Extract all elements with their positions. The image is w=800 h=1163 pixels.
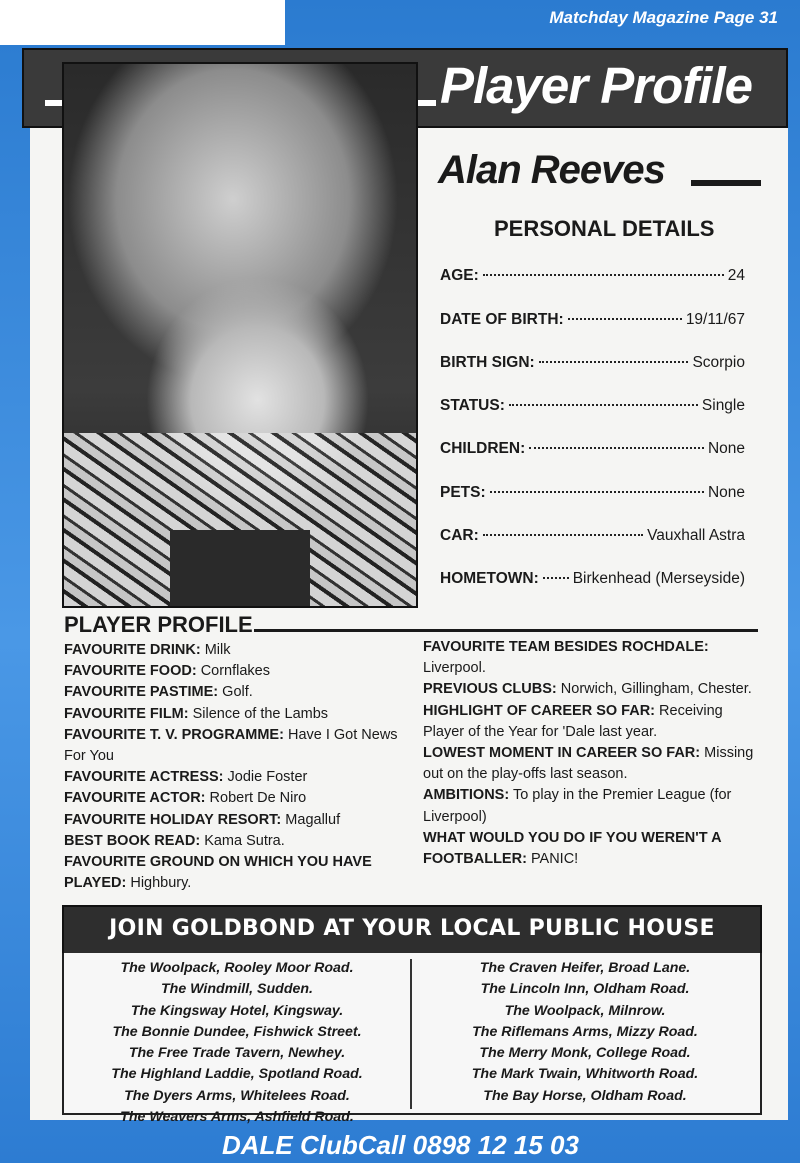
leader-dots	[543, 577, 569, 579]
profile-label: FAVOURITE T. V. PROGRAMME:	[64, 726, 284, 743]
profile-entry	[64, 810, 409, 831]
detail-row	[440, 440, 745, 464]
leader-dots	[483, 534, 643, 536]
detail-label: HOMETOWN:	[440, 570, 539, 587]
detail-label: AGE:	[440, 267, 479, 284]
detail-value: None	[707, 484, 745, 501]
profile-label: FAVOURITE TEAM BESIDES ROCHDALE:	[423, 639, 709, 655]
profile-label: FAVOURITE FOOD:	[64, 663, 197, 680]
detail-label: STATUS:	[440, 397, 505, 414]
header-white-band	[0, 0, 285, 45]
leader-dots	[529, 447, 704, 449]
player-name: Alan Reeves	[438, 148, 665, 192]
profile-entry	[64, 704, 409, 725]
profile-label: AMBITIONS:	[423, 787, 510, 804]
profile-label: PREVIOUS CLUBS:	[423, 681, 557, 698]
pub-item: The Free Trade Tavern, Newhey.	[128, 1045, 346, 1062]
profile-value: Norwich, Gillingham, Chester.	[560, 681, 752, 698]
player-photo	[62, 62, 418, 608]
pub-item: The Woolpack, Rooley Moor Road.	[120, 960, 354, 976]
pub-item: The Craven Heifer, Broad Lane.	[479, 960, 691, 976]
pub-item: The Bay Horse, Oldham Road.	[483, 1087, 687, 1104]
goldbond-banner	[62, 905, 762, 957]
profile-value: Milk	[204, 642, 231, 658]
detail-value: Vauxhall Astra	[647, 527, 745, 544]
pub-item: The Riflemans Arms, Mizzy Road.	[472, 1023, 698, 1040]
profile-label: FAVOURITE PASTIME:	[64, 684, 219, 701]
detail-row	[440, 354, 745, 378]
profile-value: Jodie Foster	[227, 769, 308, 786]
profile-entry	[64, 725, 409, 767]
player-profile-rule	[254, 629, 758, 632]
profile-entry	[423, 679, 763, 700]
detail-label: CAR:	[440, 527, 479, 544]
profile-entry	[423, 743, 763, 785]
profile-entry	[64, 788, 409, 809]
pubs-divider	[410, 959, 412, 1109]
detail-value: 19/11/67	[685, 311, 745, 328]
profile-value: Missing out on the play-offs last season.	[423, 745, 754, 783]
profile-entry	[64, 661, 409, 682]
profile-label: FAVOURITE DRINK:	[64, 642, 201, 658]
pub-item: The Dyers Arms, Whitelees Road.	[124, 1087, 350, 1104]
pub-list-left	[72, 958, 402, 1128]
profile-value: Highbury.	[130, 875, 192, 892]
profile-value: Kama Sutra.	[204, 832, 285, 849]
pub-item: The Woolpack, Milnrow.	[504, 1002, 666, 1019]
photo-shirt-collar	[170, 530, 311, 606]
detail-row	[440, 267, 745, 291]
profile-entry	[423, 701, 763, 743]
detail-value: 24	[727, 267, 745, 284]
profile-label: LOWEST MOMENT IN CAREER SO FAR:	[423, 745, 701, 762]
profile-label: FAVOURITE ACTOR:	[64, 790, 206, 807]
detail-label: BIRTH SIGN:	[440, 354, 535, 371]
leader-dots	[490, 491, 704, 493]
detail-row	[440, 397, 745, 421]
profile-value: To play in the Premier League (for Liverpool)	[423, 787, 732, 825]
player-profile-heading: PLAYER PROFILE	[64, 612, 253, 637]
detail-label: PETS:	[440, 484, 486, 501]
profile-value: Silence of the Lambs	[192, 705, 329, 722]
profile-value: Robert De Niro	[209, 790, 307, 807]
detail-label: DATE OF BIRTH:	[440, 311, 564, 328]
pub-list-right	[420, 958, 750, 1107]
detail-row	[440, 570, 745, 594]
profile-label: WHAT WOULD YOU DO IF YOU WEREN'T A FOOTBALLER:	[423, 829, 722, 868]
detail-value: None	[707, 440, 745, 457]
pub-item: The Bonnie Dundee, Fishwick Street.	[112, 1023, 362, 1040]
profile-label: FAVOURITE ACTRESS:	[64, 769, 224, 786]
profile-value: PANIC!	[530, 851, 579, 868]
detail-value: Birkenhead (Merseyside)	[572, 570, 745, 587]
personal-details-heading: PERSONAL DETAILS	[494, 216, 715, 241]
profile-column-left	[64, 640, 409, 894]
pubs-box	[62, 953, 762, 1126]
profile-entry	[423, 785, 763, 827]
pub-item: The Weavers Arms, Ashfield Road.	[120, 1109, 354, 1126]
profile-label: BEST BOOK READ:	[64, 832, 201, 849]
pub-item: The Lincoln Inn, Oldham Road.	[480, 981, 690, 998]
pub-item: The Merry Monk, College Road.	[479, 1045, 691, 1062]
profile-label: FAVOURITE GROUND ON WHICH YOU HAVE PLAYED:	[64, 854, 372, 892]
profile-label: FAVOURITE FILM:	[64, 705, 189, 722]
clubcall-footer: DALE ClubCall 0898 12 15 03	[222, 1130, 579, 1160]
detail-row	[440, 311, 745, 335]
leader-dots	[539, 361, 689, 363]
leader-dots	[509, 404, 698, 406]
profile-label: HIGHLIGHT OF CAREER SO FAR:	[423, 702, 655, 719]
profile-entry	[423, 637, 763, 679]
pub-item: The Highland Laddie, Spotland Road.	[111, 1066, 363, 1083]
profile-value: Golf.	[222, 684, 253, 701]
profile-value: Liverpool.	[423, 660, 486, 677]
profile-value: Magalluf	[285, 811, 341, 828]
detail-value: Scorpio	[692, 354, 745, 371]
goldbond-heading: JOIN GOLDBOND AT YOUR LOCAL PUBLIC HOUSE	[109, 916, 715, 941]
leader-dots	[568, 318, 682, 320]
detail-row	[440, 484, 745, 508]
banner-title: Player Profile	[440, 57, 752, 114]
profile-value: Receiving Player of the Year for 'Dale last year.	[423, 702, 723, 740]
pub-item: The Kingsway Hotel, Kingsway.	[130, 1002, 344, 1019]
profile-entry	[64, 682, 409, 703]
profile-entry	[64, 852, 409, 894]
page-number: Matchday Magazine Page 31	[549, 8, 778, 27]
leader-dots	[483, 274, 724, 276]
profile-entry	[423, 828, 763, 870]
profile-column-right	[423, 637, 763, 870]
profile-entry	[64, 831, 409, 852]
detail-row	[440, 527, 745, 551]
name-rule	[691, 180, 761, 186]
pub-item: The Windmill, Sudden.	[161, 981, 313, 998]
profile-label: FAVOURITE HOLIDAY RESORT:	[64, 811, 282, 828]
profile-value: Cornflakes	[200, 663, 270, 680]
detail-value: Single	[701, 397, 745, 414]
profile-value: Have I Got News For You	[64, 726, 398, 765]
detail-label: CHILDREN:	[440, 440, 526, 457]
pub-item: The Mark Twain, Whitworth Road.	[471, 1066, 699, 1083]
profile-entry	[64, 640, 409, 661]
profile-entry	[64, 767, 409, 788]
